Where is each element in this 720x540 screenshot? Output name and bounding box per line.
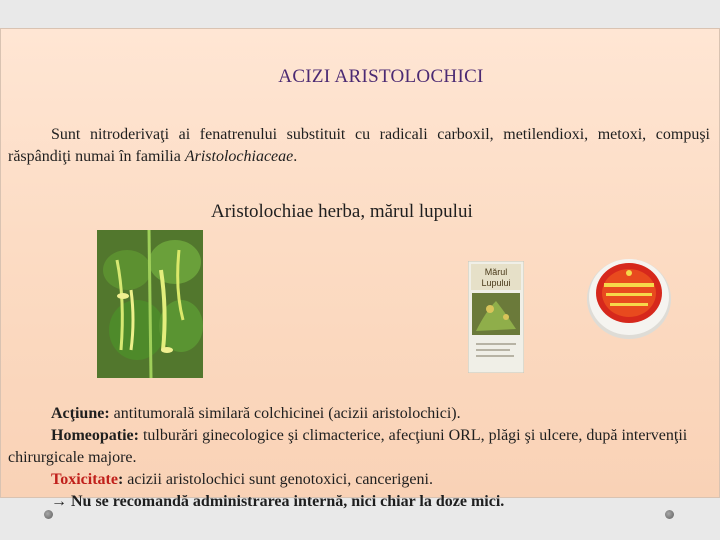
toxicitate-label: Toxicitate: [51, 471, 118, 488]
note-actiune: [8, 403, 713, 425]
slide-title: ACIZI ARISTOLOCHICI: [278, 66, 484, 87]
intro-end: .: [293, 148, 298, 165]
intro-family: Aristolochiaceae: [184, 148, 294, 165]
subtitle-rest: , mărul lupului: [360, 201, 473, 222]
box-label-1: Mărul: [484, 267, 508, 277]
arrow-icon: →: [51, 493, 67, 510]
left-dot-icon: [44, 510, 53, 519]
toxicitate-text: acizii aristolochici sunt genotoxici, cancerigeni.: [123, 471, 433, 488]
homeopatie-text: tulburări ginecologice şi climacterice, afecţiuni ORL, plăgi şi ulcere, după intervenţii chirurgicale majore.: [8, 427, 688, 466]
right-dot-icon: [665, 510, 674, 519]
plant-photo: [97, 230, 203, 378]
ointment-tin-photo: [586, 253, 673, 341]
toxicitate-colon: :: [117, 471, 124, 488]
subtitle-main: Aristolochiae herba: [211, 201, 361, 222]
actiune-label: Acţiune:: [51, 405, 110, 422]
product-box-photo: [468, 261, 524, 373]
intro-paragraph: [8, 124, 710, 168]
actiune-text: antitumorală similară colchicinei (acizii aristolochici).: [109, 405, 461, 422]
warning-text: Nu se recomandă administrarea internă, nici chiar la doze mici.: [67, 493, 505, 510]
notes: [8, 403, 713, 513]
intro-text: Sunt nitroderivaţi ai fenatrenului substituit cu radicali carboxil, metilendioxi, metoxi, compuşi răspândiţi numai în familia: [8, 126, 710, 165]
subtitle: [211, 201, 473, 223]
homeopatie-label: Homeopatie:: [51, 427, 139, 444]
slide: [0, 28, 720, 510]
note-homeopatie: [8, 425, 713, 469]
note-toxicitate: [8, 469, 713, 491]
box-label-2: Lupului: [481, 278, 511, 288]
note-warning: [8, 491, 713, 513]
